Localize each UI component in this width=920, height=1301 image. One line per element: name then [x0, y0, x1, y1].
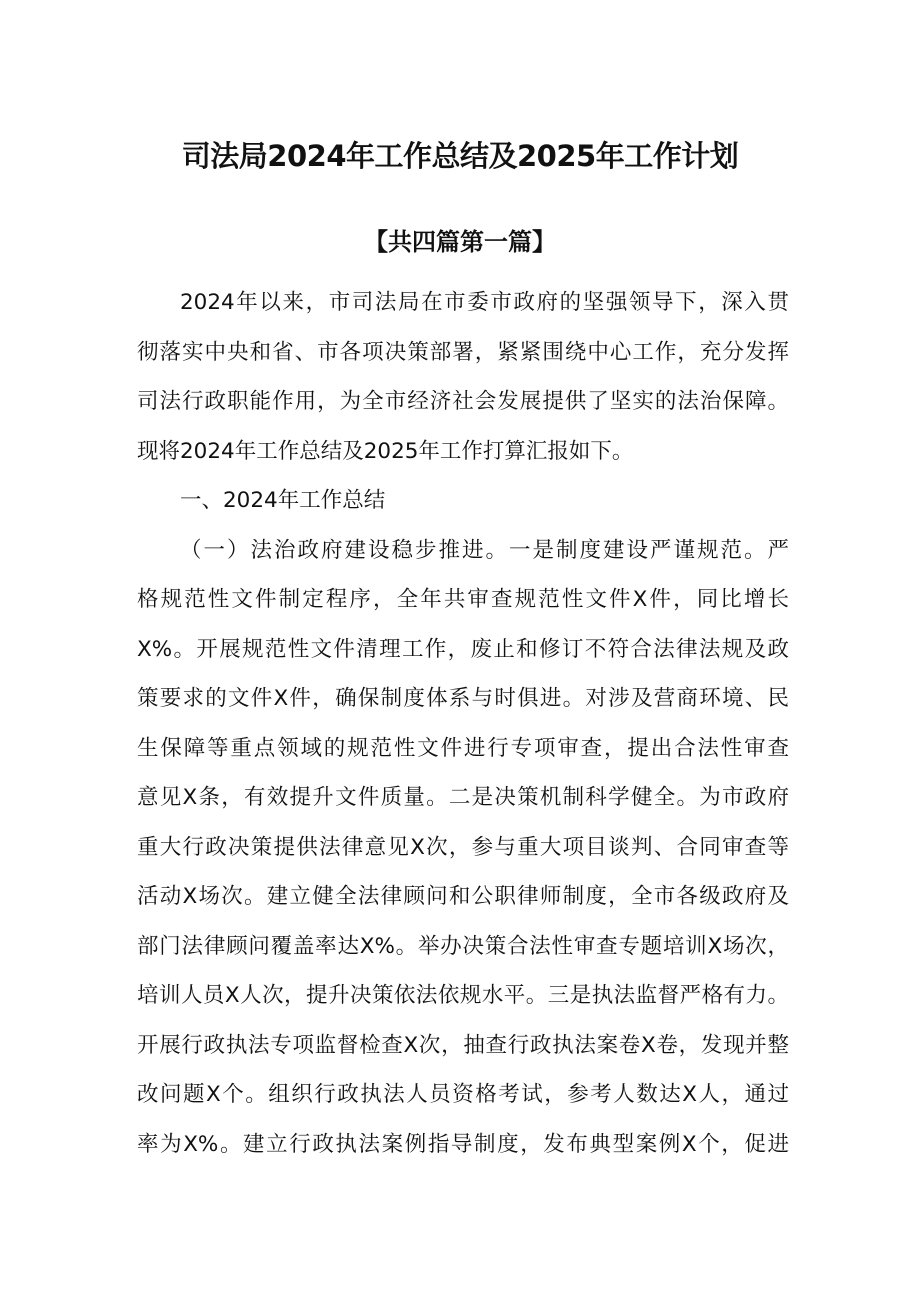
- paragraph-line: 策要求的文件X件，确保制度体系与时俱进。对涉及营商环境、民: [137, 686, 789, 711]
- paragraph-line: 彻落实中央和省、市各项决策部署，紧紧围绕中心工作，充分发挥: [137, 339, 789, 365]
- paragraph-line: 意见X条，有效提升文件质量。二是决策机制科学健全。为市政府: [137, 785, 789, 810]
- paragraph-line: 2024年以来，市司法局在市委市政府的坚强领导下，深入贯: [180, 290, 789, 315]
- paragraph-line: 生保障等重点领域的规范性文件进行专项审查，提出合法性审查: [137, 735, 789, 761]
- paragraph-line: （一）法治政府建设稳步推进。一是制度建设严谨规范。严: [180, 537, 789, 563]
- section-paragraph: [137, 526, 789, 1170]
- document-body: [137, 278, 789, 1169]
- paragraph-line: 格规范性文件制定程序，全年共审查规范性文件X件，同比增长: [137, 587, 789, 612]
- paragraph-line: 司法行政职能作用，为全市经济社会发展提供了坚实的法治保障。: [137, 389, 789, 414]
- document-subtitle: 【共四篇第一篇】: [364, 228, 556, 256]
- paragraph-line: X%。开展规范性文件清理工作，废止和修订不符合法律法规及政: [137, 636, 789, 662]
- document-title: 司法局2024年工作总结及2025年工作计划: [181, 139, 739, 173]
- section-heading: 一、2024年工作总结: [180, 488, 386, 513]
- paragraph-line: 现将2024年工作总结及2025年工作打算汇报如下。: [137, 438, 634, 464]
- intro-paragraph: [137, 278, 789, 476]
- paragraph-line: 培训人员X人次，提升决策依法依规水平。三是执法监督严格有力。: [137, 983, 789, 1008]
- paragraph-line: 活动X场次。建立健全法律顾问和公职律师制度，全市各级政府及: [137, 884, 789, 909]
- paragraph-line: 部门法律顾问覆盖率达X%。举办决策合法性审查专题培训X场次，: [137, 933, 789, 959]
- paragraph-line: 率为X%。建立行政执法案例指导制度，发布典型案例X个，促进: [137, 1131, 789, 1157]
- paragraph-line: 开展行政执法专项监督检查X次，抽查行政执法案卷X卷，发现并整: [137, 1032, 789, 1058]
- paragraph-line: 重大行政决策提供法律意见X次，参与重大项目谈判、合同审查等: [137, 834, 789, 860]
- paragraph-line: 改问题X个。组织行政执法人员资格考试，参考人数达X人，通过: [137, 1082, 789, 1107]
